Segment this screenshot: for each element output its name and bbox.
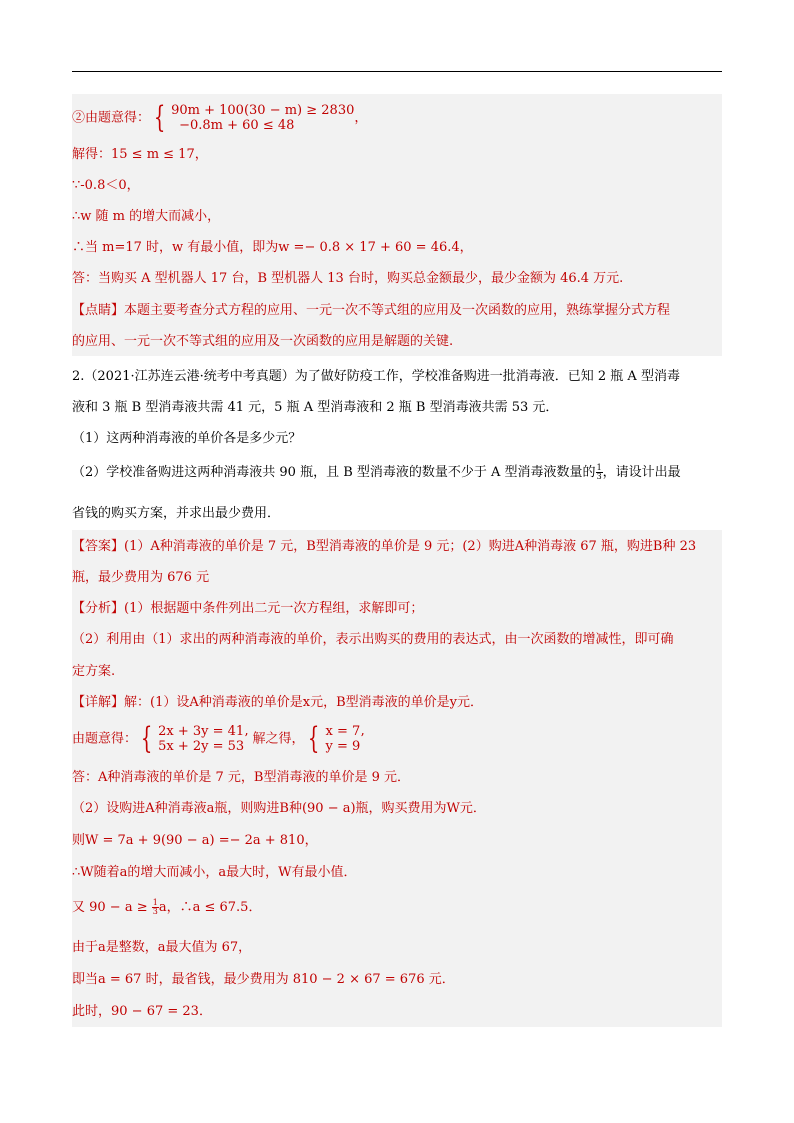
detail-line: 由于a是整数，a最大值为 67， — [72, 940, 252, 955]
detail-line: （2）设购进A种消毒液a瓶，则购进B种(90 − a)瓶，购买费用为W元． — [72, 801, 486, 816]
solution-system: x = 7 y = 9 — [325, 724, 361, 754]
detail-line: 又 90 − a ≥ $\frac{1}{3}$ a，∴a ≤ 67.5． — [72, 898, 262, 916]
answer-line: 【答案】(1）A种消毒液的单价是 7 元，B型消毒液的单价是 9 元；(2）购进A种消毒液 67 瓶，购进B种 23 — [72, 539, 697, 554]
brace-icon: { — [153, 100, 166, 135]
system-line-1: ②由题意得： { 90m + 100(30 − m) ≥ 2830 −0.8m + 60 ≤ 48 ， — [72, 100, 368, 135]
text-line: ∴当 m=17 时，w 有最小值，即为w =− 0.8 × 17 + 60 = 46.4， — [72, 240, 473, 255]
answer-line: 瓶，最少费用为 676 元 — [72, 570, 210, 585]
header-rule — [72, 71, 722, 72]
question-line: 省钱的购买方案，并求出最少费用． — [72, 506, 281, 521]
fraction: $\frac{1}{3}$ — [152, 898, 158, 916]
analysis-line: 定方案. — [72, 664, 116, 679]
brace-icon: { — [308, 721, 320, 756]
detail-line: 则W = 7a + 9(90 − a) =− 2a + 810， — [72, 833, 318, 848]
detail-line: 此时，90 − 67 = 23． — [72, 1004, 212, 1019]
system-prefix: ②由题意得： — [72, 110, 151, 126]
analysis-line: （2）利用由（1）求出的两种消毒液的单价，表示出购买的费用的表达式，由一次函数的增减性，即可确 — [72, 632, 674, 647]
text-line: 解得：15 ≤ m ≤ 17， — [72, 147, 208, 162]
question-line: 液和 3 瓶 B 型消毒液共需 41 元，5 瓶 A 型消毒液和 2 瓶 B 型消毒液共需 53 元． — [72, 400, 559, 415]
inequality-system: 90m + 100(30 − m) ≥ 2830 −0.8m + 60 ≤ 48 — [171, 103, 355, 133]
fraction: $\frac{1}{3}$ — [596, 463, 602, 481]
text-line: ∴w 随 m 的增大而减小， — [72, 209, 221, 224]
equation-system-line: 由题意得： { 2x + 3y = 41 5x + 2y = 53 ’ 解之得， { x = 7 y = 9 ’ — [72, 721, 365, 756]
detail-line: 答：A种消毒液的单价是 7 元，B型消毒液的单价是 9 元． — [72, 770, 411, 785]
detail-line: ∴W随着a的增大而减小，a最大时，W有最小值． — [72, 865, 357, 880]
detail-line: 即当a = 67 时，最省钱，最少费用为 810 − 2 × 67 = 676 元． — [72, 972, 455, 987]
text-line: 【点睛】本题主要考查分式方程的应用、一元一次不等式组的应用及一次函数的应用，熟练掌握分式方程 — [72, 303, 671, 318]
text-line: ∵-0.8＜0， — [72, 178, 140, 193]
question-line: （1）这两种消毒液的单价各是多少元？ — [72, 431, 302, 446]
detail-line: 【详解】解：(1）设A种消毒液的单价是x元，B型消毒液的单价是y元． — [72, 695, 483, 710]
question-line: 2.（2021·江苏连云港·统考中考真题）为了做好防疫工作，学校准备购进一批消毒液．已知 2 瓶 A 型消毒 — [72, 369, 680, 384]
brace-icon: { — [140, 721, 153, 756]
text-line: 答：当购买 A 型机器人 17 台，B 型机器人 13 台时，购买总金额最少，最少金额为 46.4 万元. — [72, 271, 624, 286]
text-line: 的应用、一元一次不等式组的应用及一次函数的应用是解题的关键. — [72, 334, 454, 349]
equation-system: 2x + 3y = 41 5x + 2y = 53 — [158, 724, 245, 754]
question-line: （2）学校准备购进这两种消毒液共 90 瓶，且 B 型消毒液的数量不少于 A 型消毒液数量的 $\frac{1}{3}$ ，请设计出最 — [72, 463, 681, 481]
analysis-line: 【分析】(1）根据题中条件列出二元一次方程组，求解即可； — [72, 601, 424, 616]
